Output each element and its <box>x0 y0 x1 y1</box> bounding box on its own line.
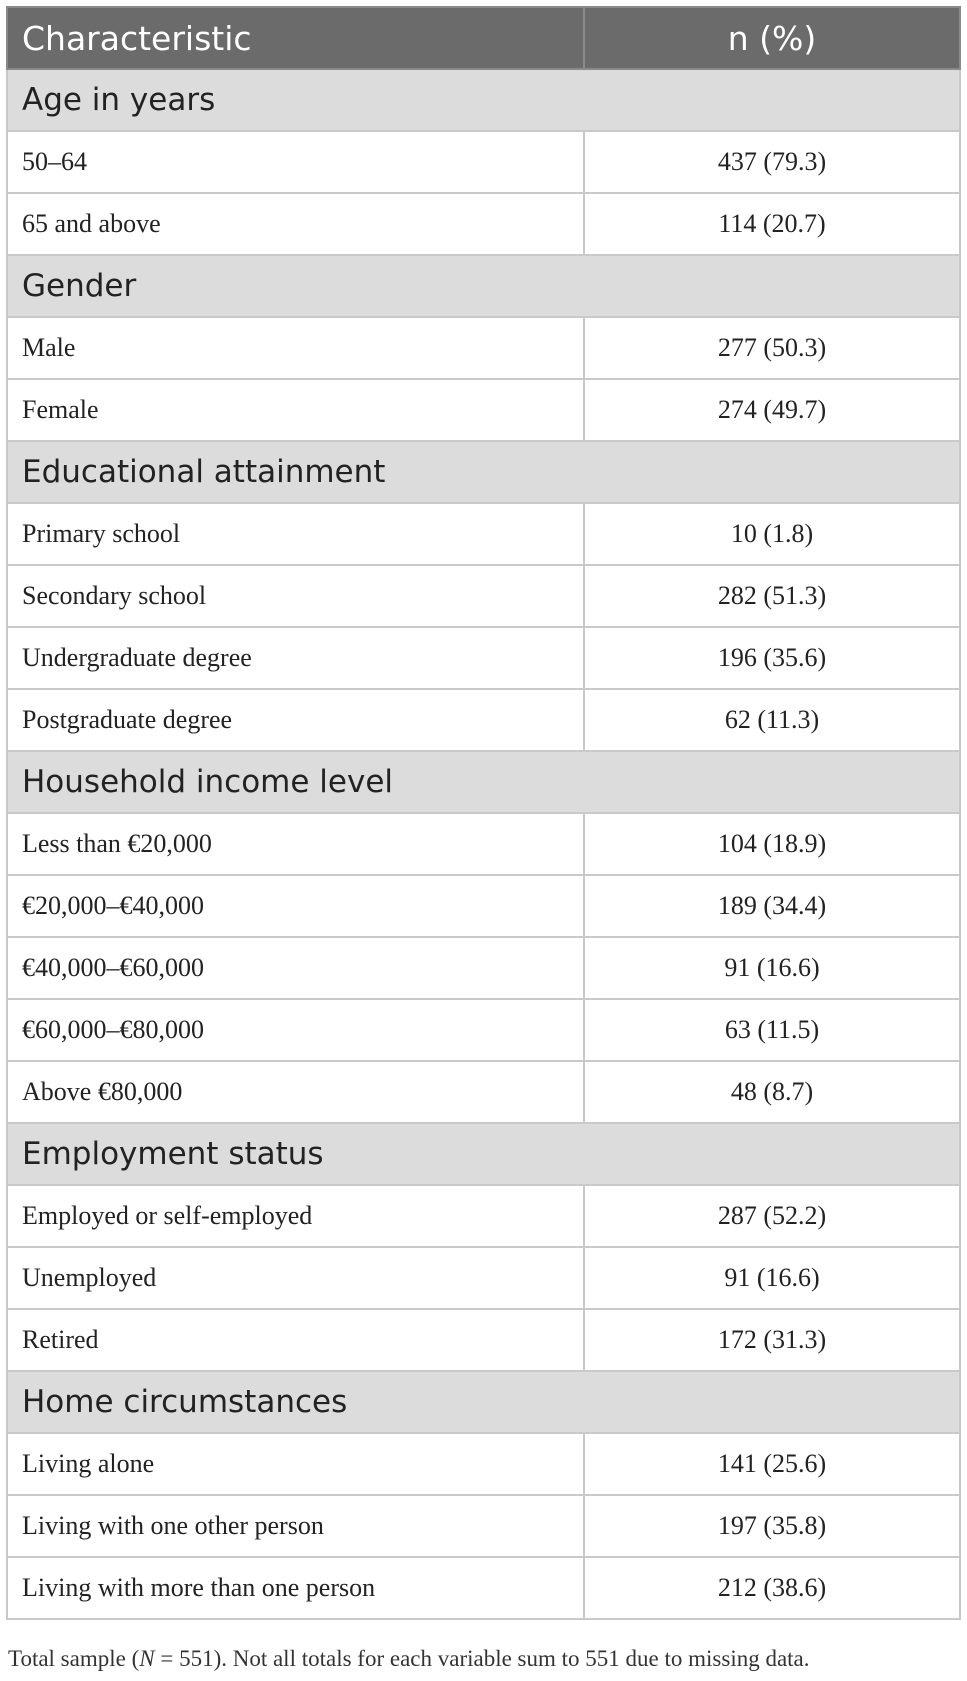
footnote-prefix: Total sample ( <box>8 1646 140 1671</box>
row-label: Less than €20,000 <box>7 813 584 875</box>
row-label: €20,000–€40,000 <box>7 875 584 937</box>
row-value: 62 (11.3) <box>584 689 960 751</box>
row-label: Living alone <box>7 1433 584 1495</box>
section-title: Age in years <box>7 69 960 131</box>
table-row <box>7 813 960 875</box>
row-label: €40,000–€60,000 <box>7 937 584 999</box>
table-row <box>7 503 960 565</box>
row-label: Employed or self-employed <box>7 1185 584 1247</box>
table-body <box>7 69 960 1619</box>
row-label: Primary school <box>7 503 584 565</box>
section-title: Educational attainment <box>7 441 960 503</box>
demographics-table-container <box>6 6 959 1620</box>
row-value: 437 (79.3) <box>584 131 960 193</box>
row-label: €60,000–€80,000 <box>7 999 584 1061</box>
table-row <box>7 1495 960 1557</box>
row-label: Secondary school <box>7 565 584 627</box>
table-header <box>7 7 960 69</box>
row-value: 10 (1.8) <box>584 503 960 565</box>
row-value: 212 (38.6) <box>584 1557 960 1619</box>
row-label: Living with more than one person <box>7 1557 584 1619</box>
header-row <box>7 7 960 69</box>
row-value: 277 (50.3) <box>584 317 960 379</box>
section-row <box>7 751 960 813</box>
row-value: 172 (31.3) <box>584 1309 960 1371</box>
header-characteristic: Characteristic <box>7 7 584 69</box>
row-value: 274 (49.7) <box>584 379 960 441</box>
row-label: Female <box>7 379 584 441</box>
row-label: 65 and above <box>7 193 584 255</box>
row-value: 287 (52.2) <box>584 1185 960 1247</box>
row-value: 196 (35.6) <box>584 627 960 689</box>
table-footnote <box>8 1646 810 1672</box>
row-value: 48 (8.7) <box>584 1061 960 1123</box>
table-row <box>7 689 960 751</box>
row-label: Retired <box>7 1309 584 1371</box>
row-label: Living with one other person <box>7 1495 584 1557</box>
section-row <box>7 1371 960 1433</box>
header-n-percent: n (%) <box>584 7 960 69</box>
row-value: 104 (18.9) <box>584 813 960 875</box>
section-row <box>7 441 960 503</box>
footnote-suffix: = 551). Not all totals for each variable sum to 551 due to missing data. <box>154 1646 810 1671</box>
row-value: 189 (34.4) <box>584 875 960 937</box>
section-title: Gender <box>7 255 960 317</box>
table-row <box>7 317 960 379</box>
table-row <box>7 131 960 193</box>
section-row <box>7 1123 960 1185</box>
table-row <box>7 379 960 441</box>
table-row <box>7 1557 960 1619</box>
demographics-table <box>6 6 961 1620</box>
row-value: 114 (20.7) <box>584 193 960 255</box>
footnote-n-symbol: N <box>139 1646 155 1671</box>
table-row <box>7 193 960 255</box>
section-row <box>7 255 960 317</box>
section-title: Employment status <box>7 1123 960 1185</box>
table-row <box>7 1309 960 1371</box>
section-title: Home circumstances <box>7 1371 960 1433</box>
row-value: 141 (25.6) <box>584 1433 960 1495</box>
table-row <box>7 875 960 937</box>
table-row <box>7 1185 960 1247</box>
row-value: 91 (16.6) <box>584 937 960 999</box>
row-label: Postgraduate degree <box>7 689 584 751</box>
row-label: 50–64 <box>7 131 584 193</box>
table-row <box>7 937 960 999</box>
section-title: Household income level <box>7 751 960 813</box>
row-value: 63 (11.5) <box>584 999 960 1061</box>
row-value: 282 (51.3) <box>584 565 960 627</box>
row-label: Unemployed <box>7 1247 584 1309</box>
row-value: 197 (35.8) <box>584 1495 960 1557</box>
row-label: Undergraduate degree <box>7 627 584 689</box>
row-label: Above €80,000 <box>7 1061 584 1123</box>
table-row <box>7 1247 960 1309</box>
table-row <box>7 999 960 1061</box>
table-row <box>7 1061 960 1123</box>
table-row <box>7 1433 960 1495</box>
row-label: Male <box>7 317 584 379</box>
table-row <box>7 565 960 627</box>
row-value: 91 (16.6) <box>584 1247 960 1309</box>
table-row <box>7 627 960 689</box>
section-row <box>7 69 960 131</box>
